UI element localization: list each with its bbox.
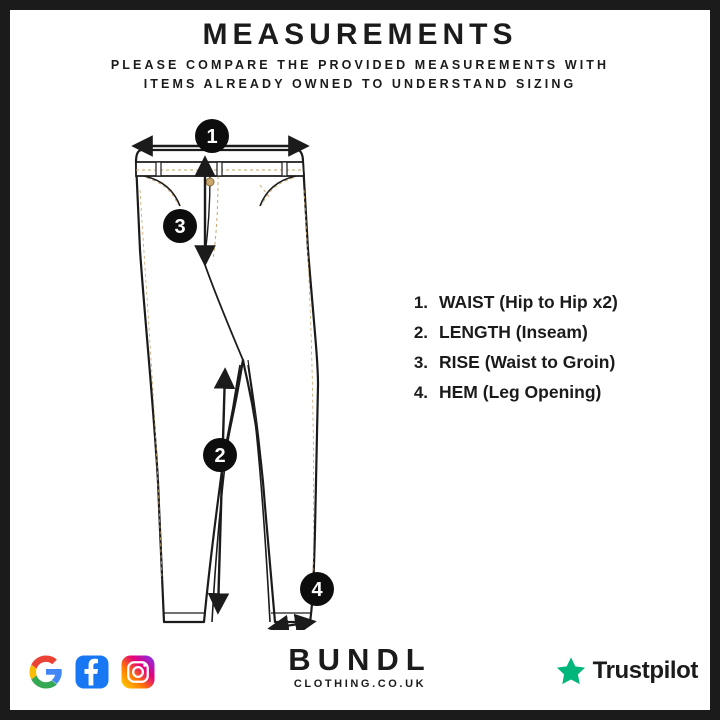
marker-4 <box>300 572 334 606</box>
legend-number: 2. <box>413 323 428 342</box>
trustpilot-label: Trustpilot <box>592 657 698 684</box>
trustpilot-badge[interactable] <box>556 656 698 686</box>
page-subtitle-line2: ITEMS ALREADY OWNED TO UNDERSTAND SIZING <box>143 77 577 91</box>
legend-label: HEM (Leg Opening) <box>439 382 602 402</box>
svg-text:2: 2 <box>214 445 226 467</box>
brand-domain: CLOTHING.CO.UK <box>293 678 427 690</box>
marker-1 <box>195 119 229 153</box>
svg-text:1: 1 <box>206 126 218 148</box>
footer <box>10 624 710 702</box>
list-item <box>402 322 702 343</box>
legend-label: RISE (Waist to Groin) <box>439 352 616 372</box>
svg-text:4: 4 <box>311 579 323 601</box>
header <box>10 18 710 94</box>
page-subtitle <box>10 56 710 94</box>
legend-number: 3. <box>413 353 428 372</box>
jeans-diagram <box>100 110 390 630</box>
svg-text:3: 3 <box>174 216 186 238</box>
list-item <box>402 352 702 373</box>
legend-number: 4. <box>413 383 428 402</box>
page-title: MEASUREMENTS <box>202 18 518 51</box>
list-item <box>402 382 702 403</box>
page-subtitle-line1: PLEASE COMPARE THE PROVIDED MEASUREMENTS WITH <box>110 58 610 72</box>
legend-number: 1. <box>413 293 428 312</box>
list-item <box>402 292 702 313</box>
trustpilot-star-icon <box>556 656 586 686</box>
legend-label: LENGTH (Inseam) <box>439 322 588 342</box>
marker-3 <box>163 209 197 243</box>
measurement-legend <box>402 292 702 412</box>
marker-2 <box>203 438 237 472</box>
brand-name: BUNDL <box>288 642 432 677</box>
legend-label: WAIST (Hip to Hip x2) <box>439 292 618 312</box>
